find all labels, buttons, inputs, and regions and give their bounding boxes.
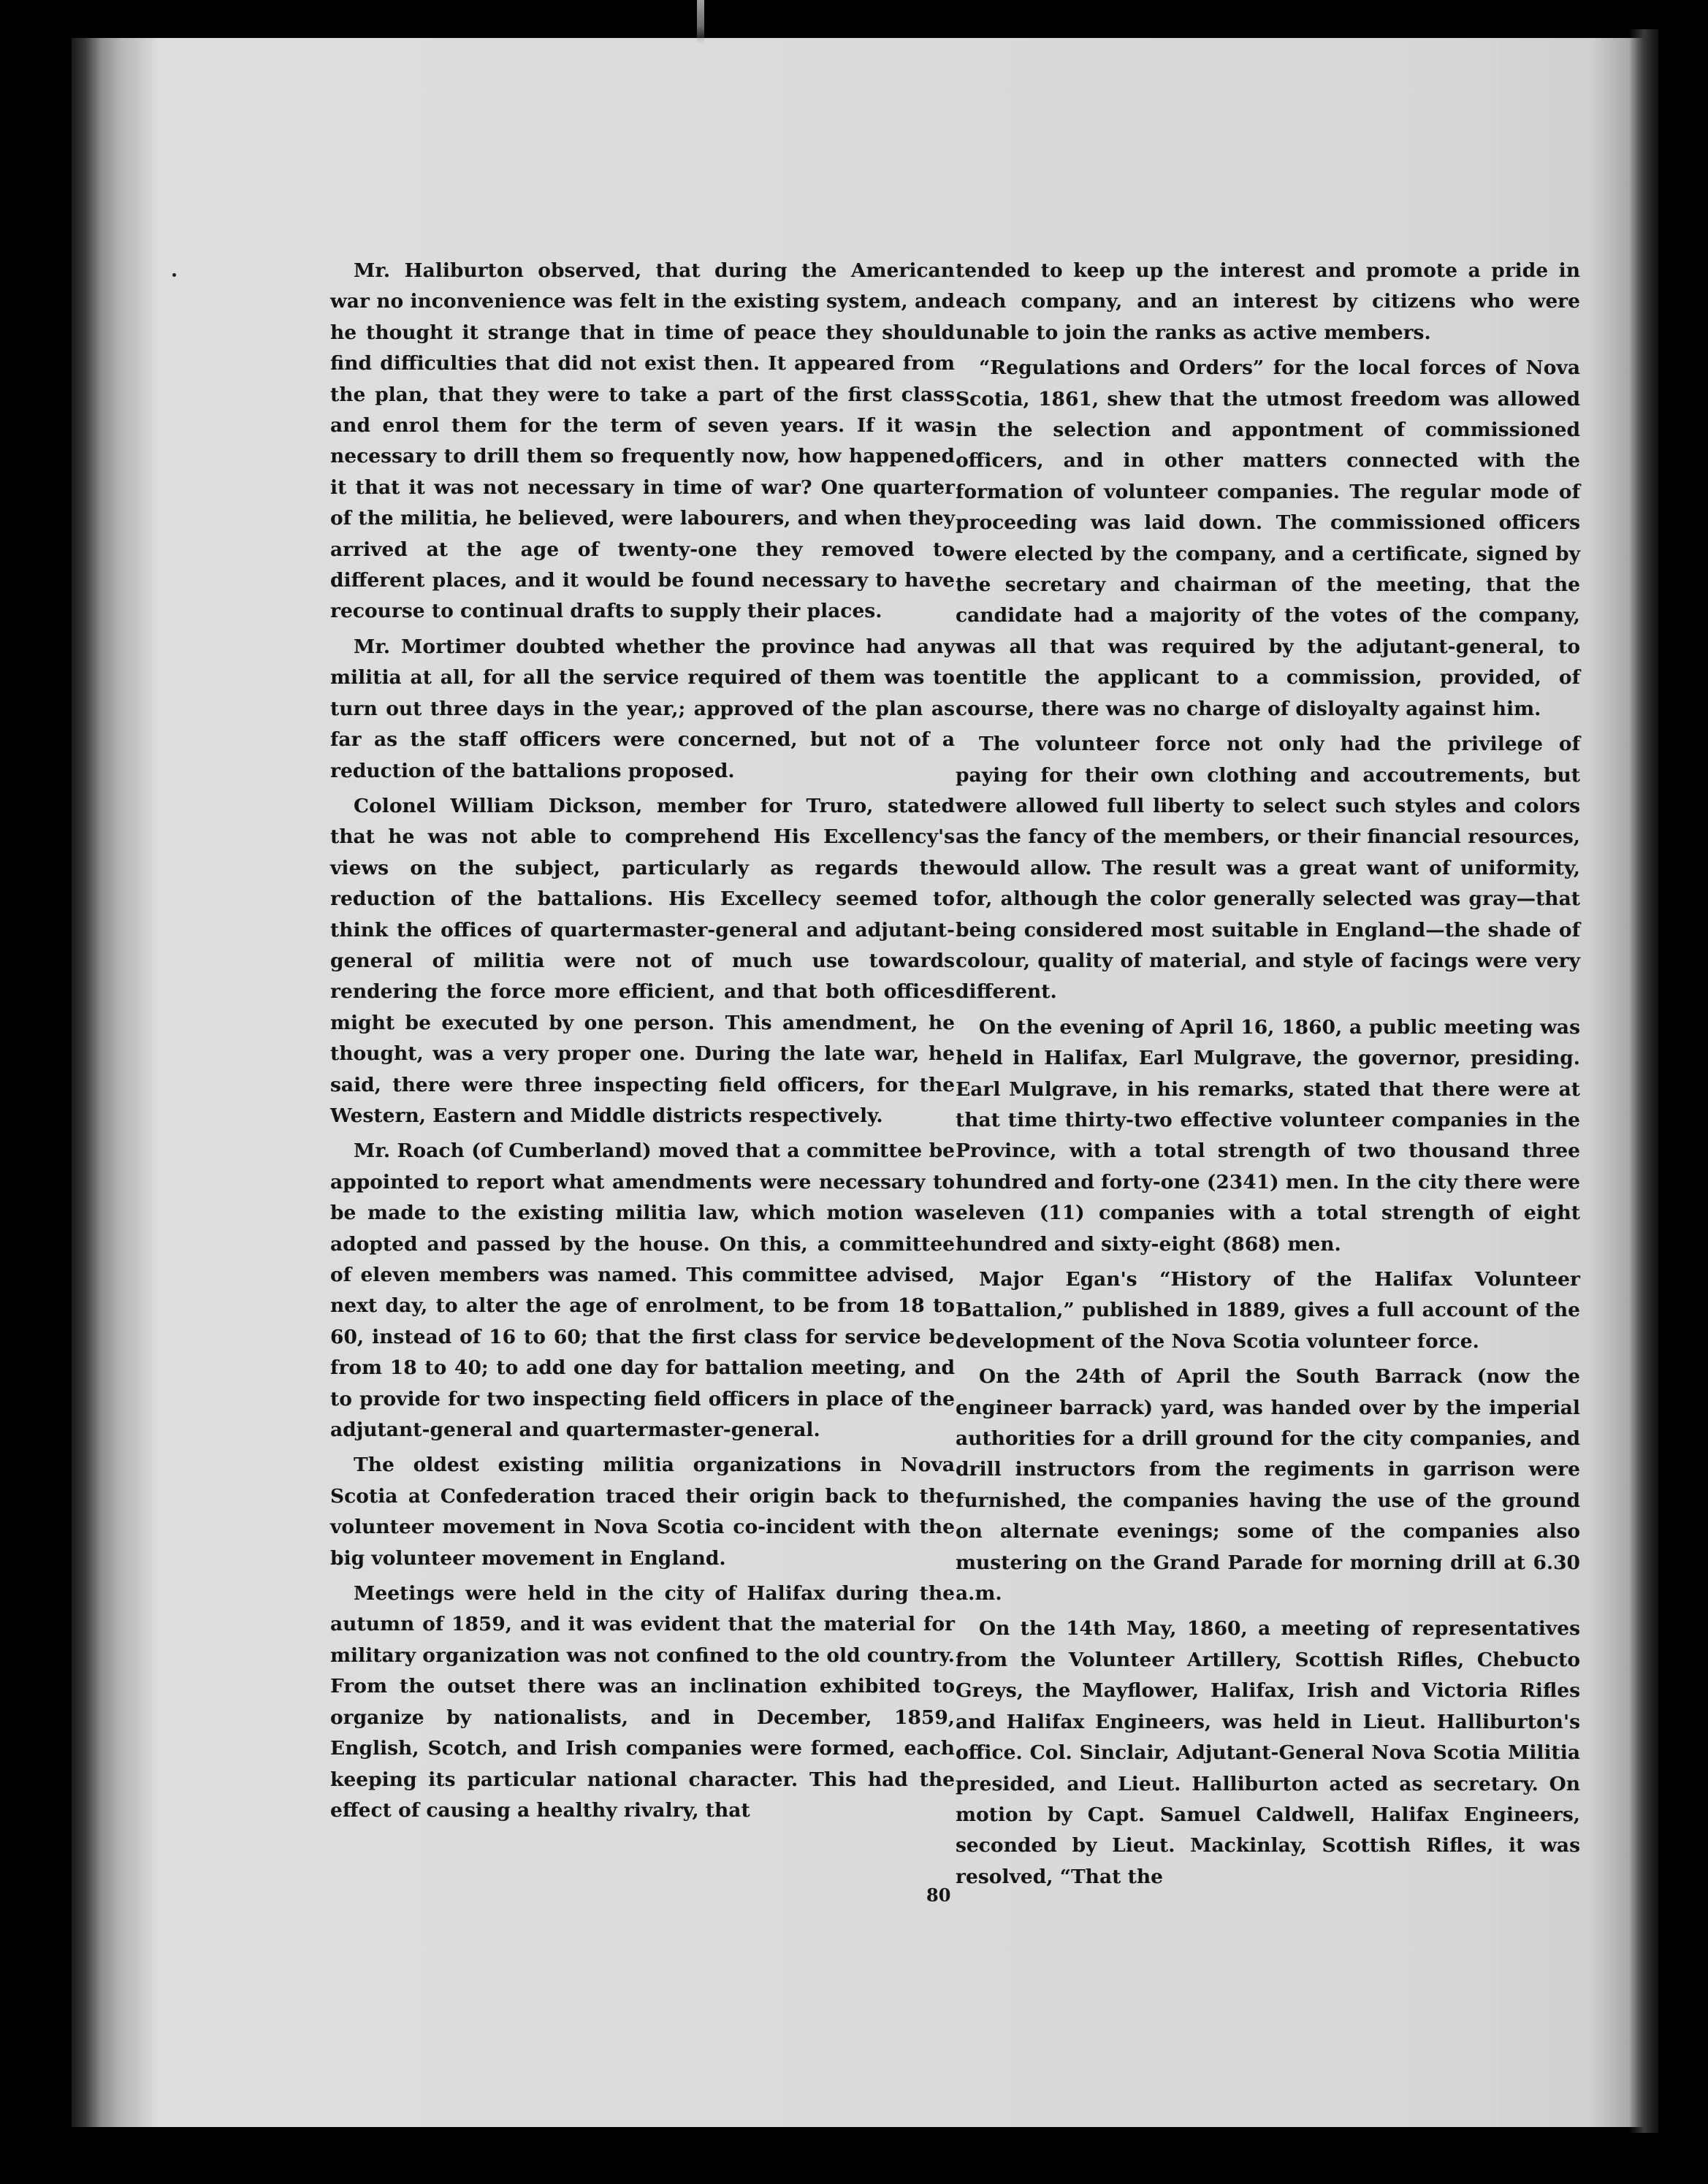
left-text-column — [330, 256, 955, 1830]
paragraph: On the 24th of April the South Barrack (now the engineer barrack) yard, was handed over by the imperial authorities for a drill ground for the city companies, and drill instructors from the regiments in garrison were furnished, the companies having the use of the ground on alternate evenings; some of the companies also mustering on the Grand Parade for morning drill at 6.30 a.m. — [956, 1365, 1580, 1605]
paragraph: “Regulations and Orders” for the local forces of Nova Scotia, 1861, shew that the utmost freedom was allowed in the selection and appontment of commissioned officers, and in other matters connected with the formation of volunteer companies. The regular mode of proceeding was laid down. The commissioned officers were elected by the company, and a certificate, signed by the secretary and chairman of the meeting, that the candidate had a majority of the votes of the company, was all that was required by the adjutant-general, to entitle the applicant to a commission, provided, of course, there was no charge of disloyalty against him. — [956, 356, 1580, 720]
page-edge-shadow — [1629, 29, 1658, 2133]
right-text-column — [956, 256, 1580, 1897]
paragraph: Colonel William Dickson, member for Truro, stated that he was not able to comprehend His Excellency's views on the subject, particularly as regards the reduction of the battalions. His Excellecy seemed to think the offices of quartermaster-general and adjutant-general of militia were not of much use towards rendering the force more efficient, and that both offices might be executed by one person. This amendment, he thought, was a very proper one. During the late war, he said, there were three inspecting field officers, for the Western, Eastern and Middle districts respectively. — [330, 794, 955, 1127]
paragraph: Major Egan's “History of the Halifax Volunteer Battalion,” published in 1889, gives a full account of the development of the Nova Scotia volunteer force. — [956, 1268, 1580, 1353]
paragraph: Meetings were held in the city of Halifax during the autumn of 1859, and it was evident that the material for military organization was not confined to the old country. From the outset there was an inclination exhibited to organize by nationalists, and in December, 1859, English, Scotch, and Irish companies were formed, each keeping its particular national character. This had the effect of causing a healthy rivalry, that — [330, 1582, 955, 1822]
scan-artifact — [697, 0, 704, 44]
paragraph: Mr. Mortimer doubted whether the province had any militia at all, for all the service required of them was to turn out three days in the year,; approved of the plan as far as the staff officers were concerned, but not of a reduction of the battalions proposed. — [330, 635, 955, 782]
page-number: 80 — [926, 1885, 951, 1906]
paragraph: Mr. Roach (of Cumberland) moved that a committee be appointed to report what amendments were necessary to be made to the existing militia law, which motion was adopted and passed by the house. On this, a committee of eleven members was named. This committee advised, next day, to alter the age of enrolment, to be from 18 to 60, instead of 16 to 60; that the first class for service be from 18 to 40; to add one day for battalion meeting, and to provide for two inspecting field officers in place of the adjutant-general and quartermaster-general. — [330, 1139, 955, 1442]
margin-dot — [172, 273, 176, 277]
paragraph: On the evening of April 16, 1860, a public meeting was held in Halifax, Earl Mulgrave, the governor, presiding. Earl Mulgrave, in his remarks, stated that there were at that time thirty-two effective volunteer companies in the Province, with a total strength of two thousand three hundred and forty-one (2341) men. In the city there were eleven (11) companies with a total strength of eight hundred and sixty-eight (868) men. — [956, 1015, 1580, 1256]
paragraph-continued: tended to keep up the interest and promote a pride in each company, and an interest by citizens who were unable to join the ranks as active members. — [956, 259, 1580, 344]
paragraph: Mr. Haliburton observed, that during the American war no inconvenience was felt in the existing system, and he thought it strange that in time of peace they should find difficulties that did not exist then. It appeared from the plan, that they were to take a part of the first class and enrol them for the term of seven years. If it was necessary to drill them so frequently now, how happened it that it was not necessary in time of war? One quarter of the militia, he believed, were labourers, and when they arrived at the age of twenty-one they removed to different places, and it would be found necessary to have recourse to continual drafts to supply their places. — [330, 259, 956, 623]
paragraph: The oldest existing militia organizations in Nova Scotia at Confederation traced their origin back to the volunteer movement in Nova Scotia co-incident with the big volunteer movement in England. — [330, 1454, 955, 1570]
book-binding-shadow — [72, 38, 159, 2127]
paragraph: The volunteer force not only had the privilege of paying for their own clothing and accoutrements, but were allowed full liberty to select such styles and colors as the fancy of the members, or their financial resources, would allow. The result was a great want of uniformity, for, although the color generally selected was gray—that being considered most suitable in England—the shade of colour, quality of material, and style of facings were very different. — [956, 733, 1580, 1004]
paragraph: On the 14th May, 1860, a meeting of representatives from the Volunteer Artillery, Scottish Rifles, Chebucto Greys, the Mayflower, Halifax, Irish and Victoria Rifles and Halifax Engineers, was held in Lieut. Halliburton's office. Col. Sinclair, Adjutant-General Nova Scotia Militia presided, and Lieut. Halliburton acted as secretary. On motion by Capt. Samuel Caldwell, Halifax Engineers, seconded by Lieut. Mackinlay, Scottish Rifles, it was resolved, “That the — [956, 1617, 1580, 1888]
